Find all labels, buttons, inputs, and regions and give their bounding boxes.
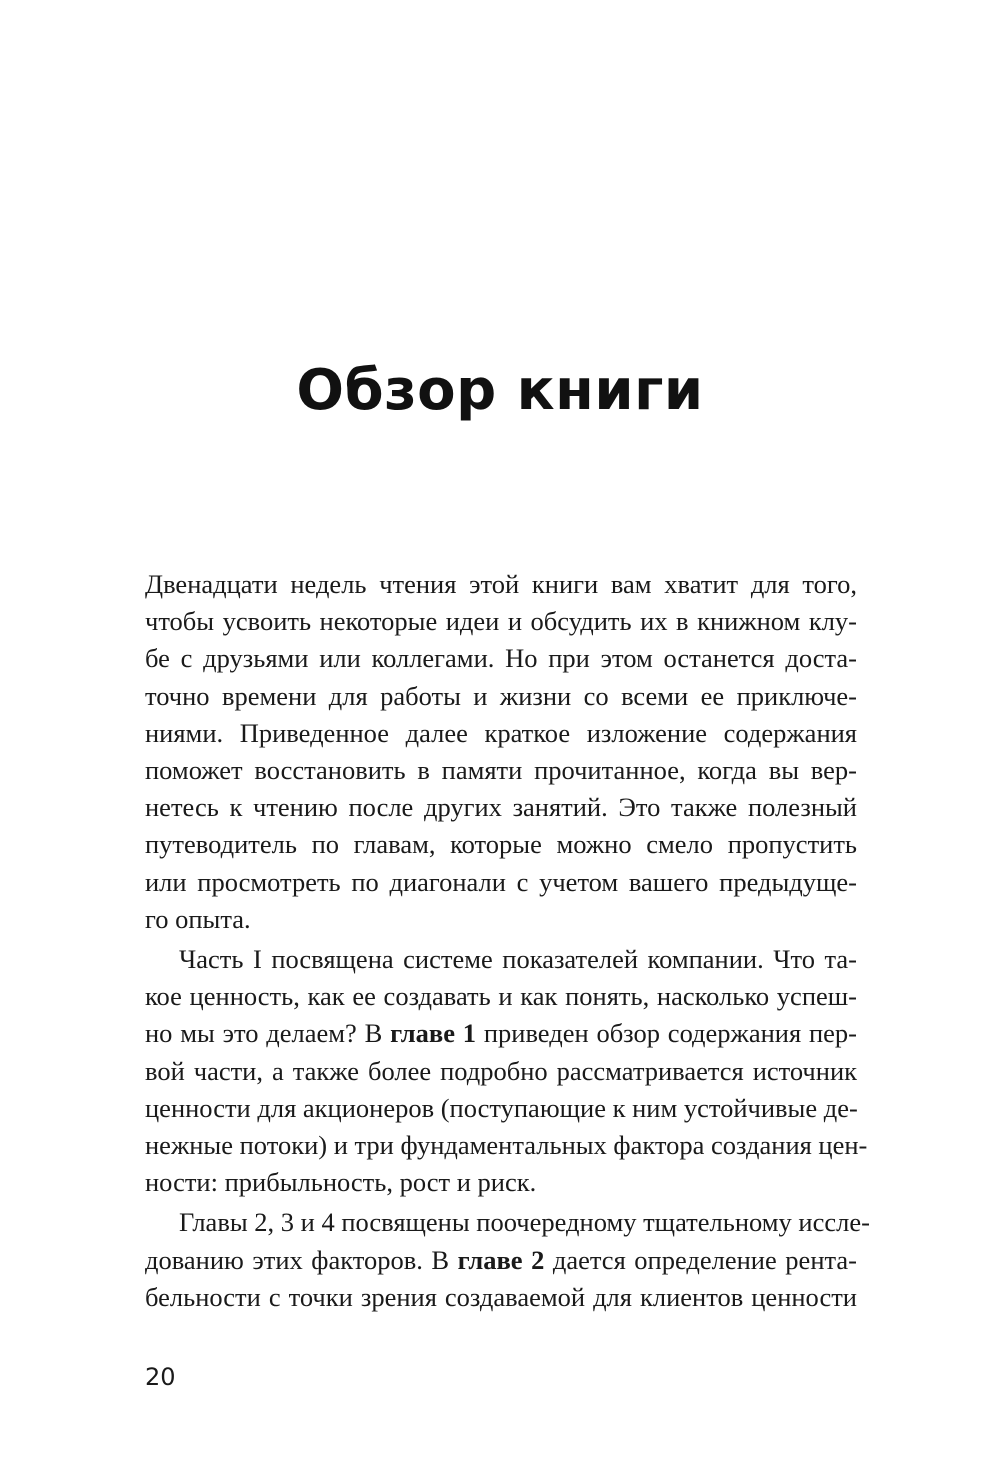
text-fragment: дается определение рента- (544, 1244, 857, 1275)
text-line: бельности с точки зрения создаваемой для клиентов ценности (145, 1281, 857, 1312)
text-line: или просмотреть по диагонали с учетом вашего предыдуще- (145, 866, 857, 897)
text-line: Часть I посвящена системе показателей компании. Что та- (179, 944, 857, 975)
text-line (145, 1015, 857, 1052)
text-line: чтобы усвоить некоторые идеи и обсудить их в книжном клу- (145, 606, 857, 637)
paragraph (145, 941, 868, 1201)
text-line: кое ценность, как ее создавать и как понять, насколько успеш- (145, 981, 857, 1012)
text-fragment: приведен обзор содержания пер- (476, 1018, 857, 1049)
paragraph (145, 566, 857, 938)
text-line: точно времени для работы и жизни со всеми ее приключе- (145, 680, 857, 711)
text-fragment: дованию этих факторов. В (145, 1244, 458, 1275)
text-line: нетесь к чтению после других занятий. Это также полезный (145, 792, 857, 823)
text-line: Двенадцати недель чтения этой книги вам хватит для того, (145, 569, 857, 599)
paragraph (145, 1204, 870, 1316)
text-line: нежные потоки) и три фундаментальных фактора создания цен- (145, 1130, 868, 1161)
text-line: бе с друзьями или коллегами. Но при этом останется доста- (145, 643, 857, 674)
chapter-reference: главе 2 (457, 1244, 545, 1275)
text-line: Главы 2, 3 и 4 посвящены поочередному тщательному иссле- (179, 1207, 870, 1238)
text-line: ценности для акционеров (поступающие к ним устойчивые де- (145, 1092, 858, 1123)
chapter-reference: главе 1 (390, 1018, 477, 1049)
text-line: вой части, а также более подробно рассматривается источник (145, 1055, 857, 1086)
text-line: поможет восстановить в памяти прочитанное, когда вы вер- (145, 755, 857, 786)
page-title: Обзор книги (296, 358, 704, 423)
page-number: 20 (145, 1363, 176, 1391)
text-line: го опыта. (145, 903, 251, 934)
body-text (145, 566, 870, 1316)
text-fragment: но мы это делаем? В (145, 1018, 391, 1049)
text-line: путеводитель по главам, которые можно смело пропустить (145, 829, 857, 860)
text-line: ниями. Приведенное далее краткое изложение содержания (145, 717, 857, 748)
text-line: ности: прибыльность, рост и риск. (145, 1167, 537, 1198)
text-line (145, 1242, 857, 1279)
